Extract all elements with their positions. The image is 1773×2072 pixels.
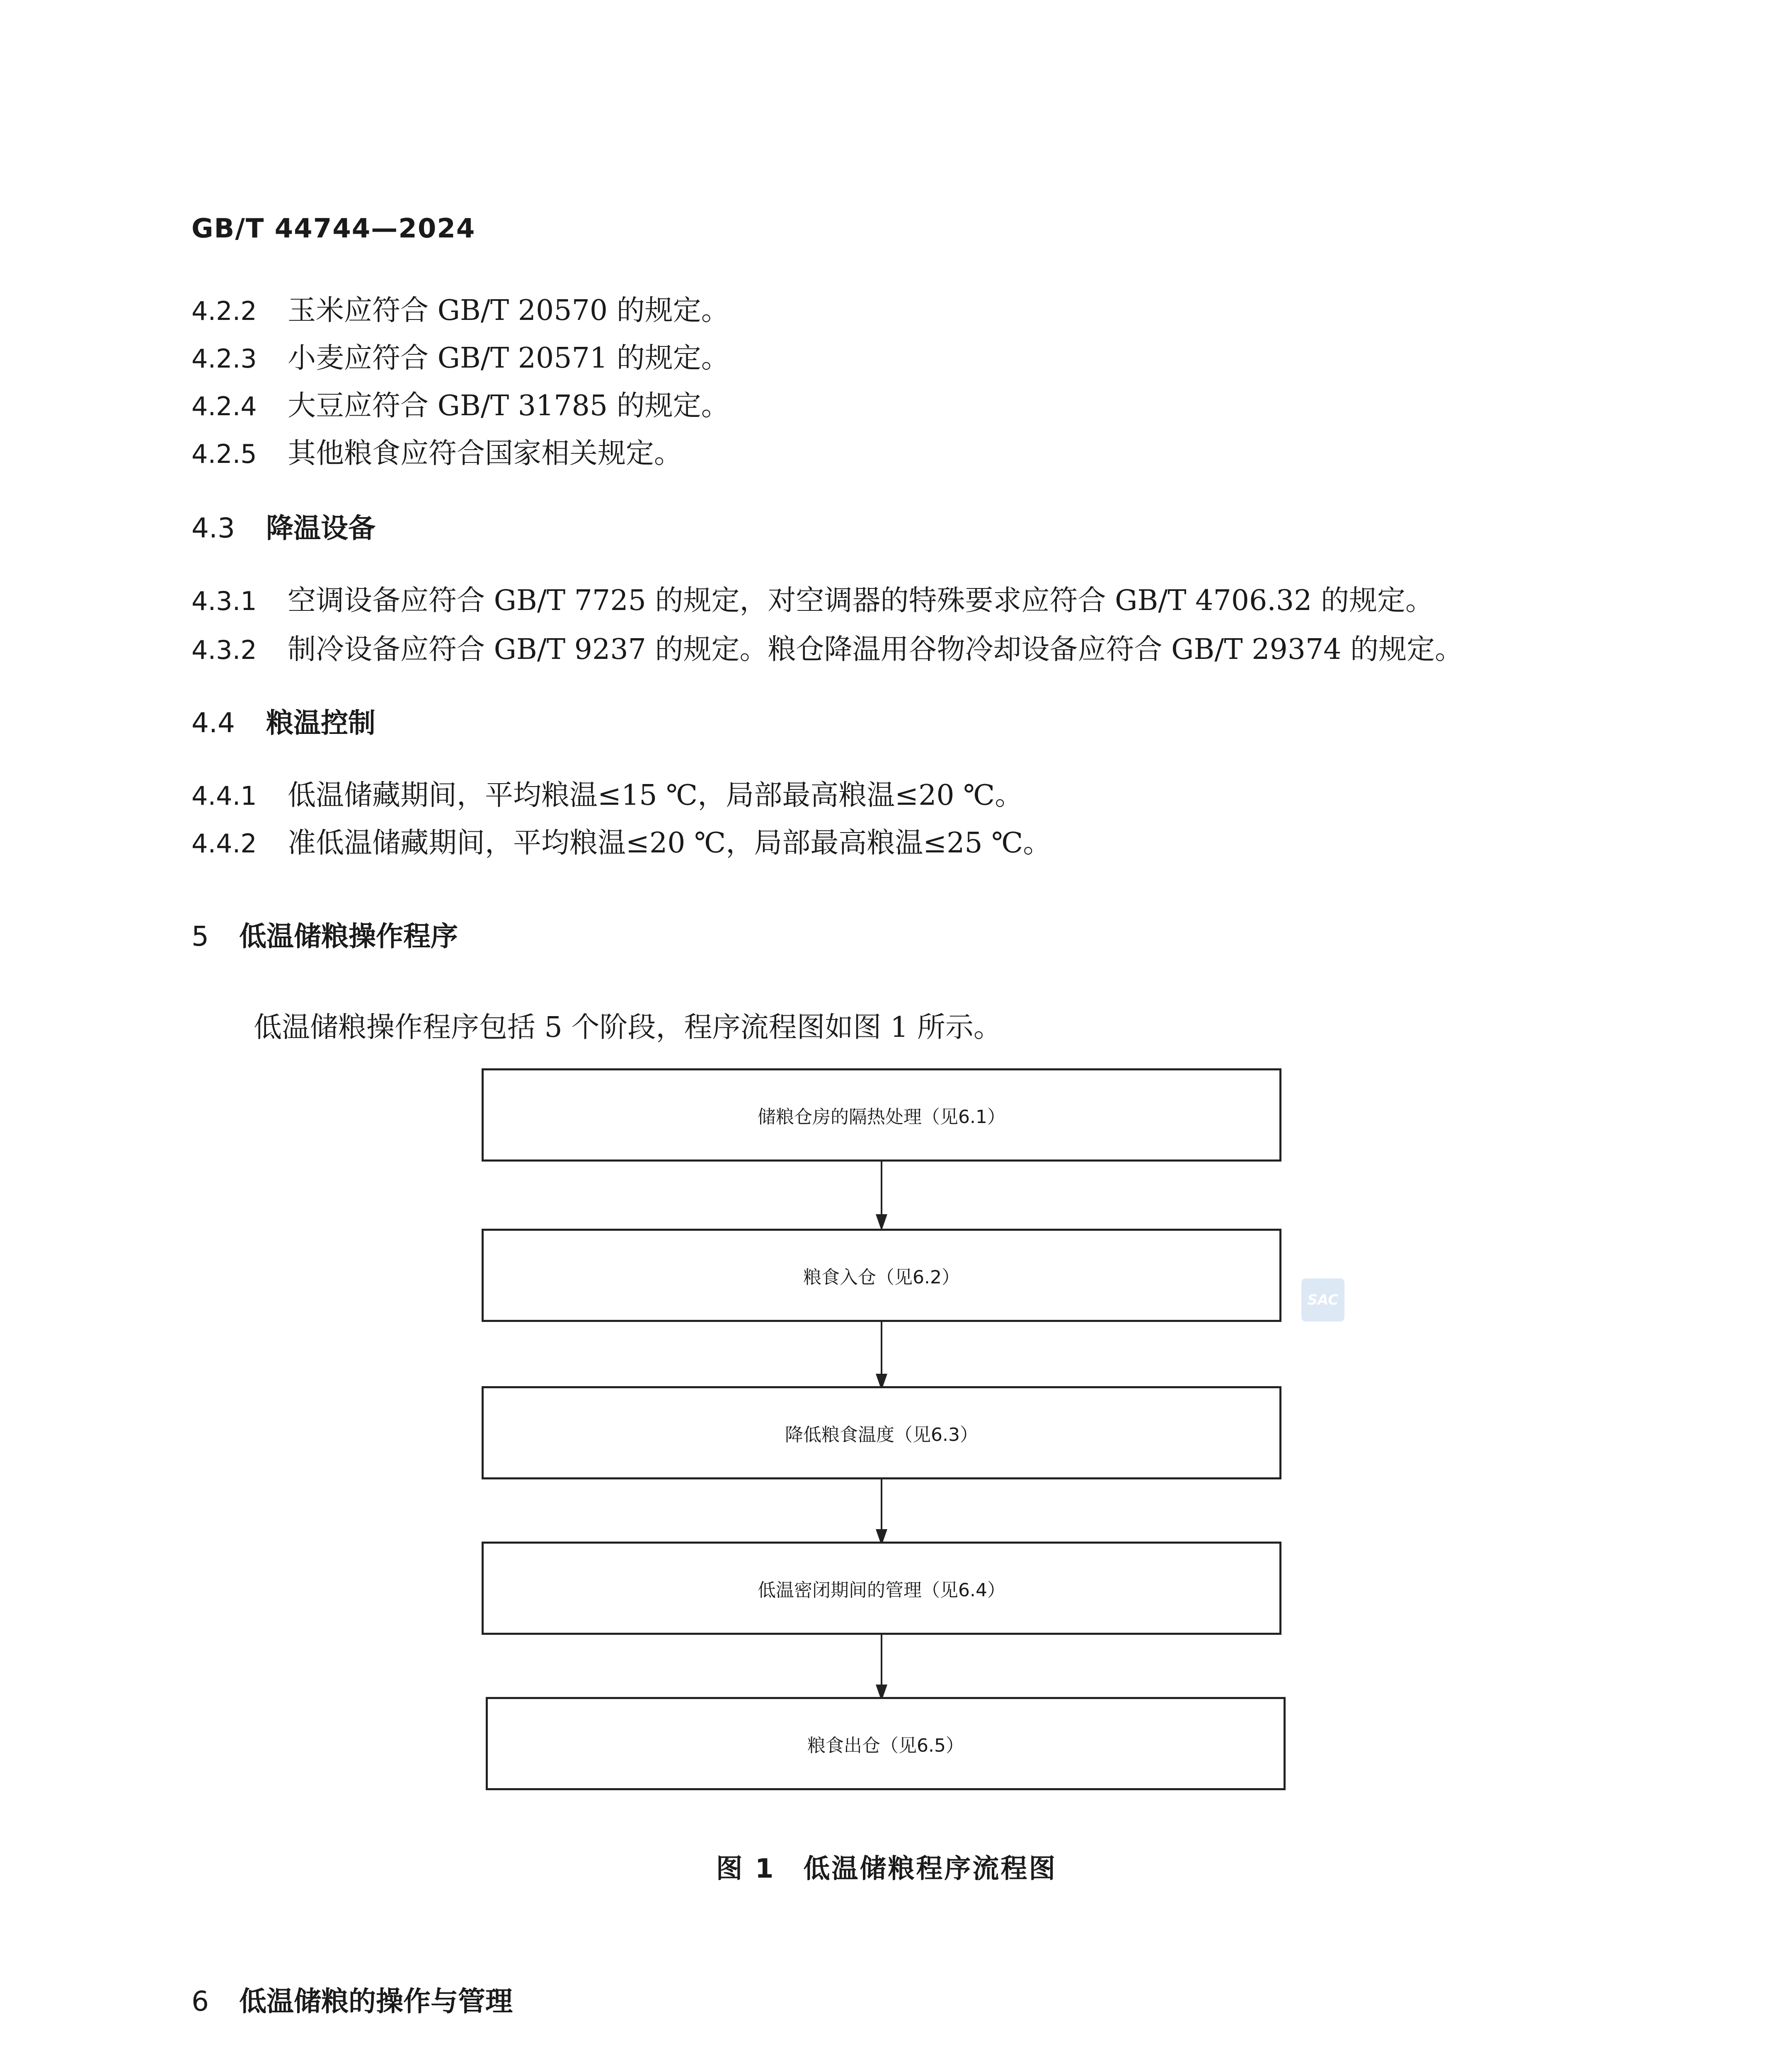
sac-logo-icon: SAC bbox=[1301, 1278, 1344, 1322]
clause-4-2-3 bbox=[191, 338, 729, 380]
flow-arrow-2 bbox=[881, 1322, 882, 1376]
section-title: 低温储粮的操作与管理 bbox=[239, 1985, 513, 2017]
section-number: 6 bbox=[191, 1985, 209, 2017]
clause-text: 玉米应符合 GB/T 20570 的规定。 bbox=[288, 294, 729, 327]
clause-text: 低温储藏期间，平均粮温≤15 ℃，局部最高粮温≤20 ℃。 bbox=[288, 779, 1023, 812]
flow-arrow-3 bbox=[881, 1479, 882, 1533]
flow-step-1: 储粮仓房的隔热处理（见6.1） bbox=[482, 1068, 1281, 1162]
section-5-intro: 低温储粮操作程序包括 5 个阶段，程序流程图如图 1 所示。 bbox=[254, 1011, 1002, 1044]
flow-step-5: 粮食出仓（见6.5） bbox=[486, 1697, 1286, 1790]
clause-text: 准低温储藏期间，平均粮温≤20 ℃，局部最高粮温≤25 ℃。 bbox=[288, 827, 1051, 859]
flow-step-4: 低温密闭期间的管理（见6.4） bbox=[482, 1542, 1281, 1635]
flow-step-2: 粮食入仓（见6.2） bbox=[482, 1229, 1281, 1322]
section-title: 低温储粮操作程序 bbox=[239, 920, 458, 952]
section-number: 5 bbox=[191, 920, 209, 952]
clause-4-4-1 bbox=[191, 775, 1023, 817]
section-title: 粮温控制 bbox=[266, 707, 375, 739]
clause-text: 制冷设备应符合 GB/T 9237 的规定。粮仓降温用谷物冷却设备应符合 GB/T 29374 的规定。 bbox=[288, 633, 1463, 666]
clause-number: 4.2.3 bbox=[191, 344, 257, 374]
clause-number: 4.4.1 bbox=[191, 781, 257, 811]
section-title: 降温设备 bbox=[266, 512, 375, 544]
clause-4-3-1 bbox=[191, 580, 1434, 622]
clause-4-3-2 bbox=[191, 629, 1463, 671]
clause-text: 大豆应符合 GB/T 31785 的规定。 bbox=[288, 390, 729, 422]
section-number: 4.3 bbox=[191, 512, 235, 544]
flow-arrow-1 bbox=[881, 1162, 882, 1215]
flow-step-3: 降低粮食温度（见6.3） bbox=[482, 1386, 1281, 1479]
section-6-heading bbox=[191, 1981, 513, 2022]
clause-number: 4.2.4 bbox=[191, 391, 257, 421]
section-4-4-heading bbox=[191, 702, 375, 744]
clause-4-4-2 bbox=[191, 823, 1051, 864]
clause-text: 小麦应符合 GB/T 20571 的规定。 bbox=[288, 342, 729, 375]
flow-arrow-4 bbox=[881, 1635, 882, 1689]
section-5-heading bbox=[191, 916, 458, 957]
clause-4-2-4 bbox=[191, 385, 729, 427]
standard-id: GB/T 44744—2024 bbox=[191, 213, 476, 244]
arrow-head-icon bbox=[876, 1214, 887, 1231]
figure-caption: 图 1 低温储粮程序流程图 bbox=[716, 1854, 1057, 1884]
clause-text: 其他粮食应符合国家相关规定。 bbox=[288, 437, 683, 470]
clause-4-2-2 bbox=[191, 290, 729, 332]
section-number bbox=[191, 2070, 266, 2072]
clause-number: 4.4.2 bbox=[191, 828, 257, 859]
section-6-1-heading bbox=[191, 2070, 512, 2072]
clause-number: 4.3.1 bbox=[191, 586, 257, 616]
clause-text: 空调设备应符合 GB/T 7725 的规定，对空调器的特殊要求应符合 GB/T 4706.32 的规定。 bbox=[288, 584, 1434, 617]
clause-number: 4.2.2 bbox=[191, 296, 257, 326]
section-number: 4.4 bbox=[191, 707, 235, 739]
clause-number: 4.3.2 bbox=[191, 635, 257, 665]
section-4-3-heading bbox=[191, 508, 375, 549]
clause-number: 4.2.5 bbox=[191, 439, 257, 469]
clause-4-2-5 bbox=[191, 433, 682, 475]
